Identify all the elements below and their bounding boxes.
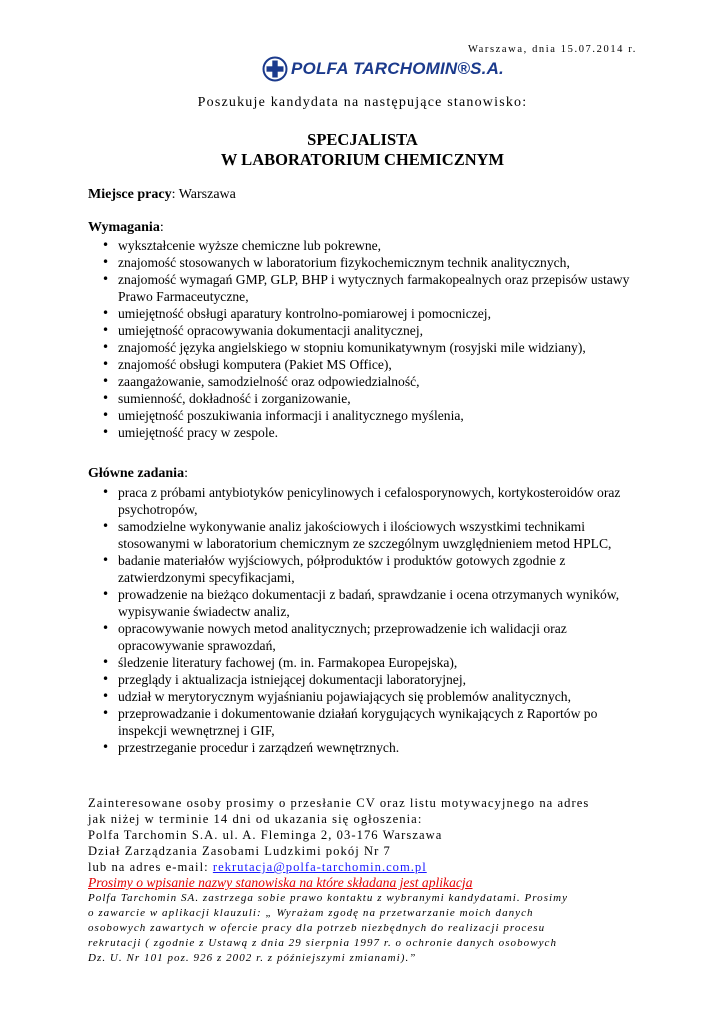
clause-line: rekrutacji ( zgodnie z Ustawą z dnia 29 sierpnia 1997 r. o ochronie danych osobowych xyxy=(88,937,557,949)
list-item: • znajomość stosowanych w laboratorium fizykochemicznym technik analitycznych, xyxy=(88,254,648,271)
location-label: Miejsce pracy xyxy=(88,187,172,202)
email-link[interactable]: rekrutacja@polfa-tarchomin.com.pl xyxy=(212,860,427,874)
tasks-heading xyxy=(88,466,188,482)
location-field xyxy=(88,187,236,203)
job-title xyxy=(0,130,725,170)
list-item: • umiejętność obsługi aparatury kontrolno-pomiarowej i pomocniczej, xyxy=(88,305,648,322)
list-item: • przestrzeganie procedur i zarządzeń wewnętrznych. xyxy=(88,739,648,756)
list-item: • umiejętność opracowywania dokumentacji analitycznej, xyxy=(88,322,648,339)
contact-email-line xyxy=(88,859,648,875)
location-value: : Warszawa xyxy=(171,187,236,202)
contact-line: jak niżej w terminie 14 dni od ukazania się ogłoszenia: xyxy=(88,812,423,826)
requirements-label: Wymagania xyxy=(88,220,160,235)
list-item: • zaangażowanie, samodzielność oraz odpowiedzialność, xyxy=(88,373,648,390)
intro-text: Poszukuje kandydata na następujące stanowisko: xyxy=(197,95,528,110)
clause-line: Polfa Tarchomin SA. zastrzega sobie prawo kontaktu z wybranymi kandydatami. Prosimy xyxy=(88,892,569,904)
list-item: • samodzielne wykonywanie analiz jakościowych i ilościowych wszystkimi technikami stosowanymi w laboratorium chemicznym ze szczególnym uwzględnieniem metod HPLC, xyxy=(88,518,648,552)
tasks-list xyxy=(88,484,648,756)
requirements-colon: : xyxy=(159,220,164,235)
contact-info xyxy=(88,795,648,875)
list-item: • znajomość języka angielskiego w stopniu komunikatywnym (rosyjski mile widziany), xyxy=(88,339,648,356)
list-item: • prowadzenie na bieżąco dokumentacji z badań, sprawdzanie i ocena otrzymanych wyników, wypisywanie świadectw analiz, xyxy=(88,586,648,620)
requirements-list xyxy=(88,237,648,441)
requirements-heading xyxy=(88,220,164,236)
list-item: • przeprowadzanie i dokumentowanie działań korygujących wynikających z Raportów po inspekcji wewnętrznej i GIF, xyxy=(88,705,648,739)
clause-line: osobowych zawartych w ofercie pracy dla potrzeb niezbędnych do realizacji procesu xyxy=(88,922,546,934)
company-logo xyxy=(262,55,504,83)
job-title-line1: SPECJALISTA xyxy=(307,130,418,149)
tasks-label: Główne zadania xyxy=(88,466,185,481)
contact-line: Zainteresowane osoby prosimy o przesłanie CV oraz listu motywacyjnego na adres xyxy=(88,796,590,810)
email-prefix: lub na adres e-mail: xyxy=(88,860,213,874)
application-notice: Prosimy o wpisanie nazwy stanowiska na które składana jest aplikacja xyxy=(88,875,473,890)
job-title-line2: W LABORATORIUM CHEMICZNYM xyxy=(220,150,505,169)
company-logo-text: POLFA TARCHOMIN®S.A. xyxy=(291,59,504,78)
list-item: • umiejętność poszukiwania informacji i analitycznego myślenia, xyxy=(88,407,648,424)
list-item: • przeglądy i aktualizacja istniejącej dokumentacji laboratoryjnej, xyxy=(88,671,648,688)
clause-line: Dz. U. Nr 101 poz. 926 z 2002 r. z późniejszymi zmianami).” xyxy=(88,952,417,964)
contact-address: Polfa Tarchomin S.A. ul. A. Fleminga 2, 03-176 Warszawa xyxy=(88,828,443,842)
list-item: • znajomość obsługi komputera (Pakiet MS Office), xyxy=(88,356,648,373)
list-item: • opracowywanie nowych metod analitycznych; przeprowadzenie ich walidacji oraz opracowywanie sprawozdań, xyxy=(88,620,648,654)
contact-department: Dział Zarządzania Zasobami Ludzkimi pokój Nr 7 xyxy=(88,844,391,858)
cross-emblem-icon xyxy=(262,56,288,82)
tasks-colon: : xyxy=(184,466,188,481)
clause-line: o zawarcie w aplikacji klauzuli: „ Wyrażam zgodę na przetwarzanie moich danych xyxy=(88,907,534,919)
list-item: • znajomość wymagań GMP, GLP, BHP i wytycznych farmakopealnych oraz przepisów ustawy Prawo Farmaceutyczne, xyxy=(88,271,648,305)
list-item: • umiejętność pracy w zespole. xyxy=(88,424,648,441)
list-item: • udział w merytorycznym wyjaśnianiu pojawiających się problemów analitycznych, xyxy=(88,688,648,705)
list-item: • praca z próbami antybiotyków penicylinowych i cefalosporynowych, kortykosteroidów oraz psychotropów, xyxy=(88,484,648,518)
list-item: • sumienność, dokładność i zorganizowanie, xyxy=(88,390,648,407)
document-date: Warszawa, dnia 15.07.2014 r. xyxy=(467,44,637,55)
list-item: • badanie materiałów wyjściowych, półproduktów i produktów gotowych zgodnie z zatwierdzonymi specyfikacjami, xyxy=(88,552,648,586)
privacy-clause xyxy=(88,891,648,966)
list-item: • śledzenie literatury fachowej (m. in. Farmakopea Europejska), xyxy=(88,654,648,671)
list-item: • wykształcenie wyższe chemiczne lub pokrewne, xyxy=(88,237,648,254)
